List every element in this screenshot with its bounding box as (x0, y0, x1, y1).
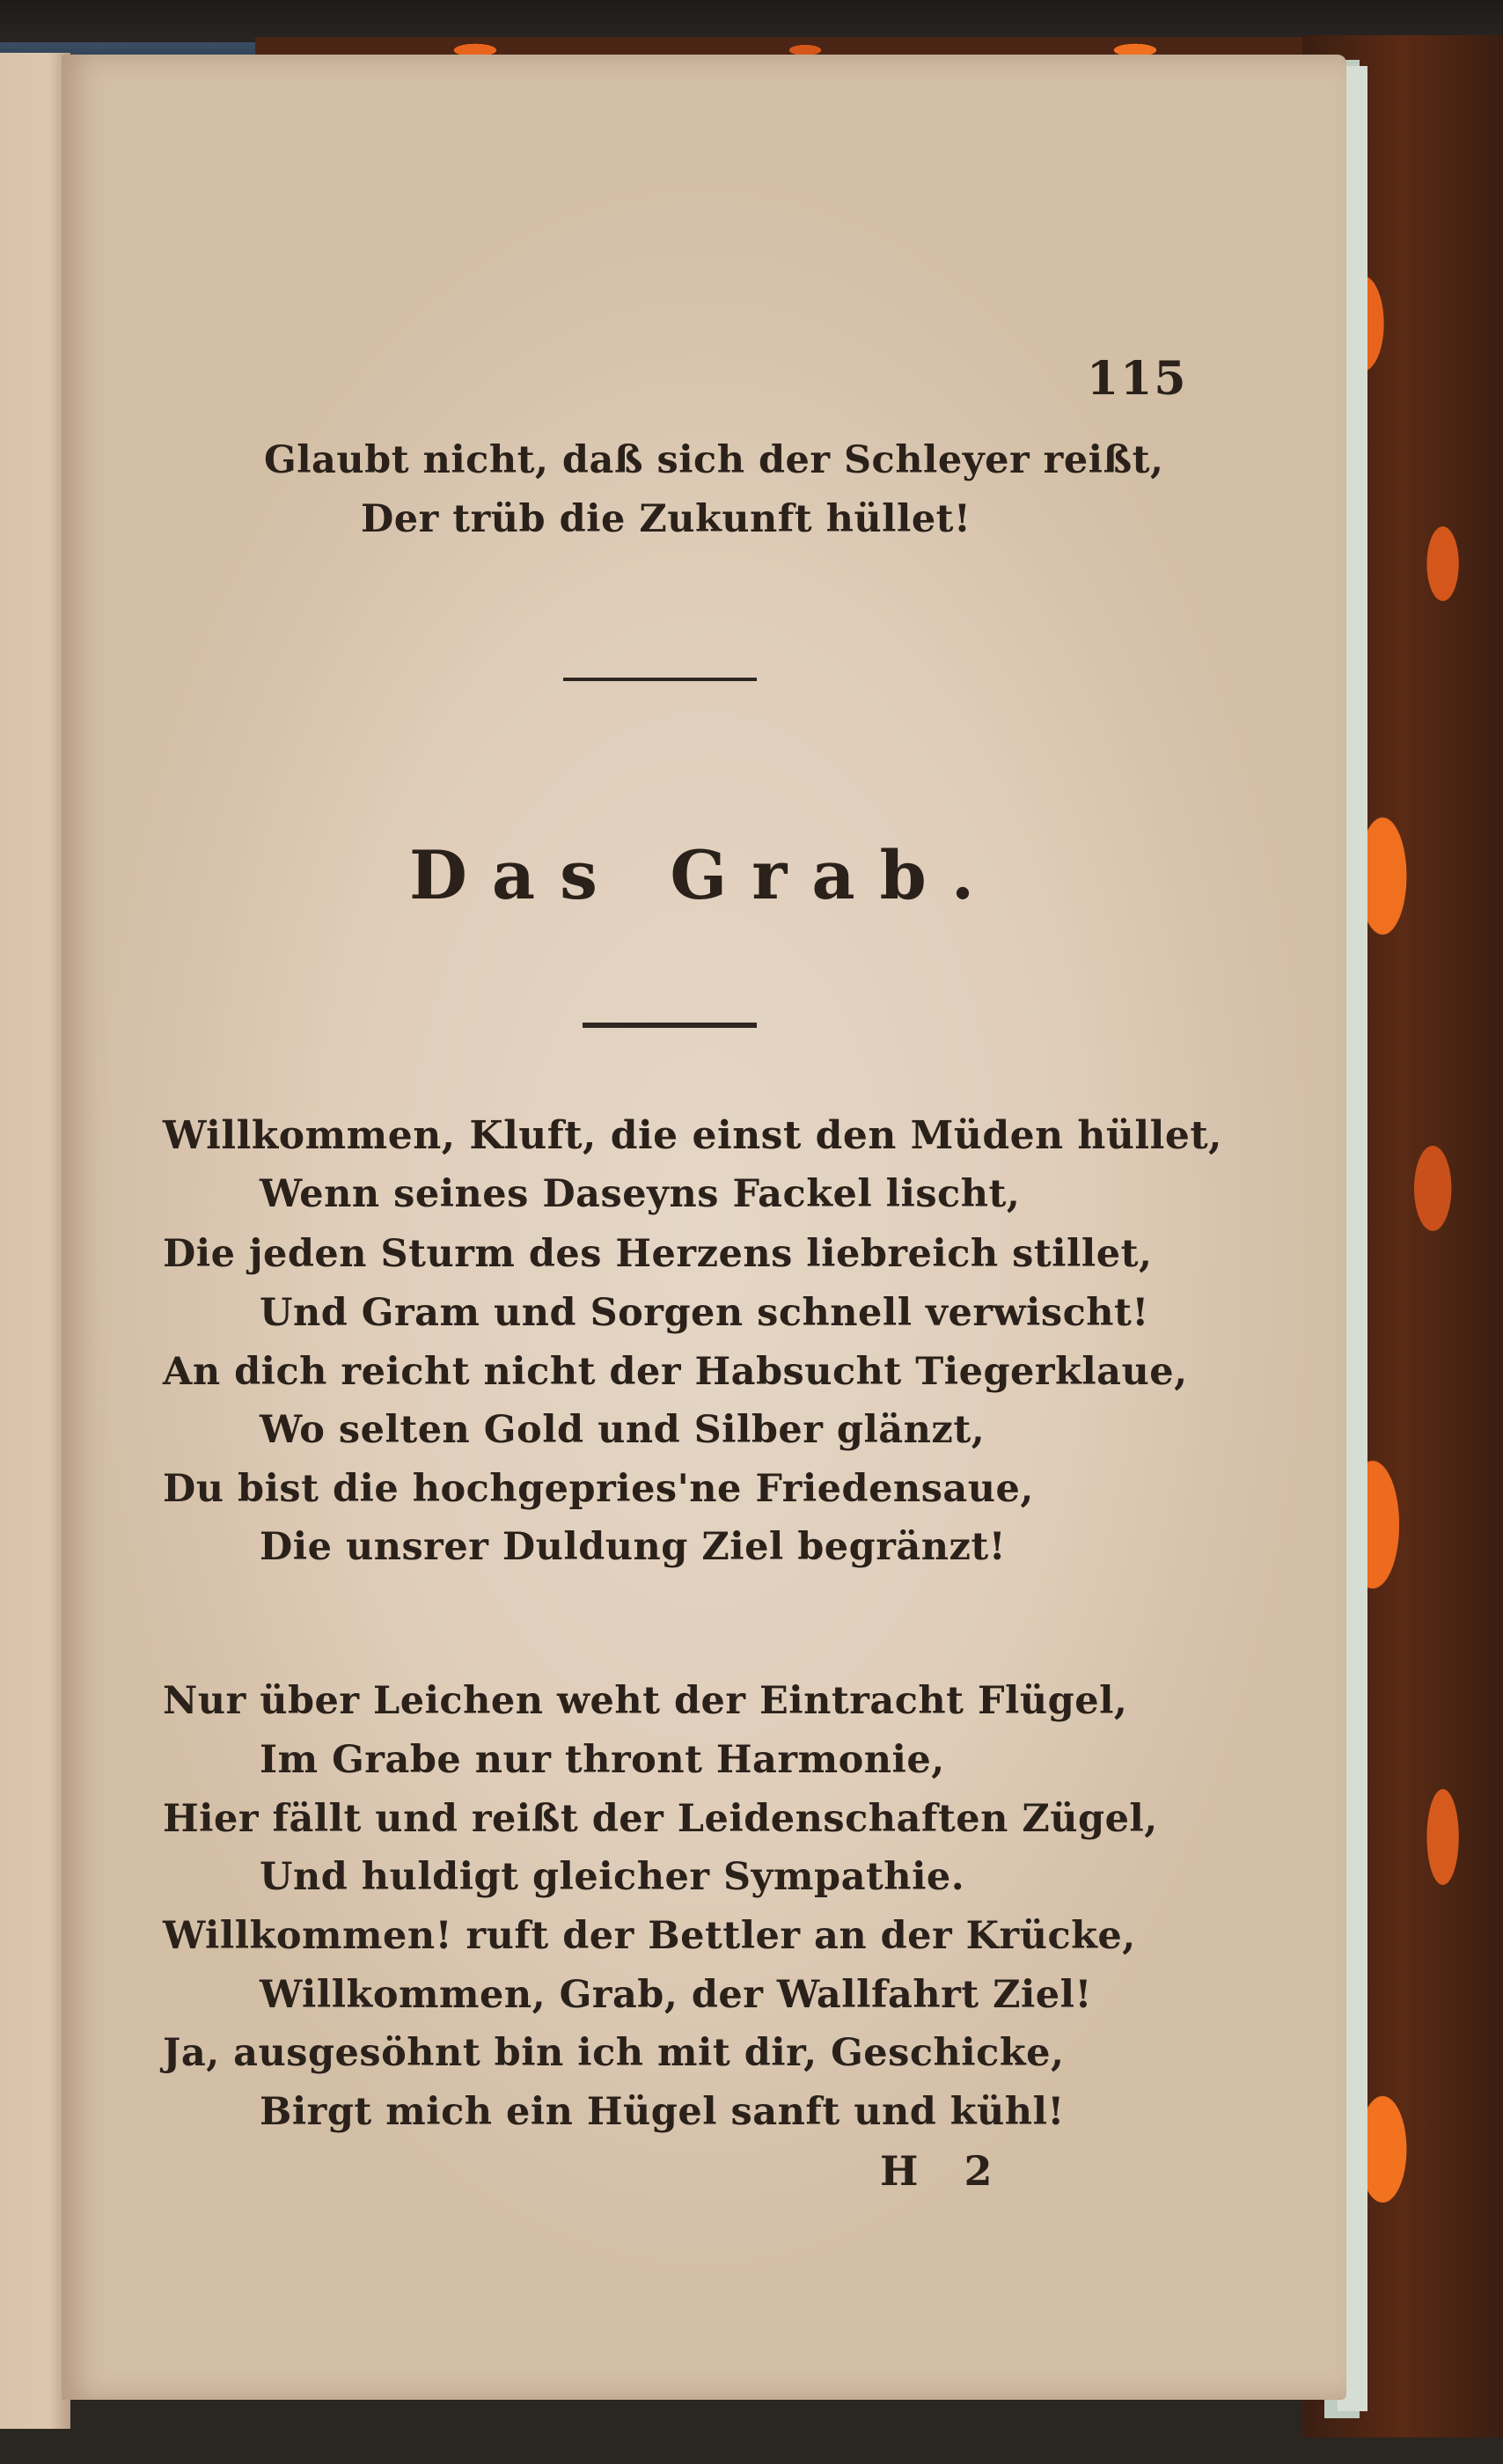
closing-line-2: Der trüb die Zukunft hüllet! (361, 497, 971, 541)
stanza-2-line-8: Birgt mich ein Hügel sanft und kühl! (260, 2090, 1065, 2134)
stanza-1-line-8: Die unsrer Duldung Ziel begränzt! (260, 1525, 1007, 1569)
previous-page (0, 53, 70, 2429)
stanza-2-line-7: Ja, ausgesöhnt bin ich mit dir, Geschicke, (163, 2031, 1065, 2075)
stanza-2-line-3: Hier fällt und reißt der Leidenschaften Zügel, (163, 1797, 1158, 1841)
stanza-1-line-5: An dich reicht nicht der Habsucht Tiegerklaue, (163, 1350, 1188, 1394)
stanza-2-line-1: Nur über Leichen weht der Eintracht Flügel, (163, 1679, 1128, 1723)
stanza-1-line-1: Willkommen, Kluft, die einst den Müden hüllet, (163, 1113, 1222, 1158)
page-number: 115 (1087, 352, 1188, 406)
stanza-1-line-2: Wenn seines Daseyns Fackel lischt, (260, 1172, 1021, 1216)
stanza-2-line-4: Und huldigt gleicher Sympathie. (260, 1855, 965, 1899)
stanza-2-line-2: Im Grabe nur thront Harmonie, (260, 1738, 945, 1782)
stanza-1-line-7: Du bist die hochgepries'ne Friedensaue, (163, 1467, 1034, 1511)
section-divider (563, 678, 757, 681)
signature-mark: H 2 (880, 2147, 1008, 2195)
stanza-2-line-5: Willkommen! ruft der Bettler an der Krücke, (163, 1914, 1136, 1958)
title-underline (583, 1023, 757, 1028)
stanza-1-line-6: Wo selten Gold und Silber glänzt, (260, 1408, 986, 1452)
closing-line-1: Glaubt nicht, daß sich der Schleyer reißt, (264, 438, 1164, 482)
poem-title: Das Grab. (409, 836, 1000, 914)
stanza-1-line-3: Die jeden Sturm des Herzens liebreich stillet, (163, 1232, 1153, 1276)
stanza-2-line-6: Willkommen, Grab, der Wallfahrt Ziel! (260, 1973, 1092, 2017)
stanza-1-line-4: Und Gram und Sorgen schnell verwischt! (260, 1291, 1149, 1335)
